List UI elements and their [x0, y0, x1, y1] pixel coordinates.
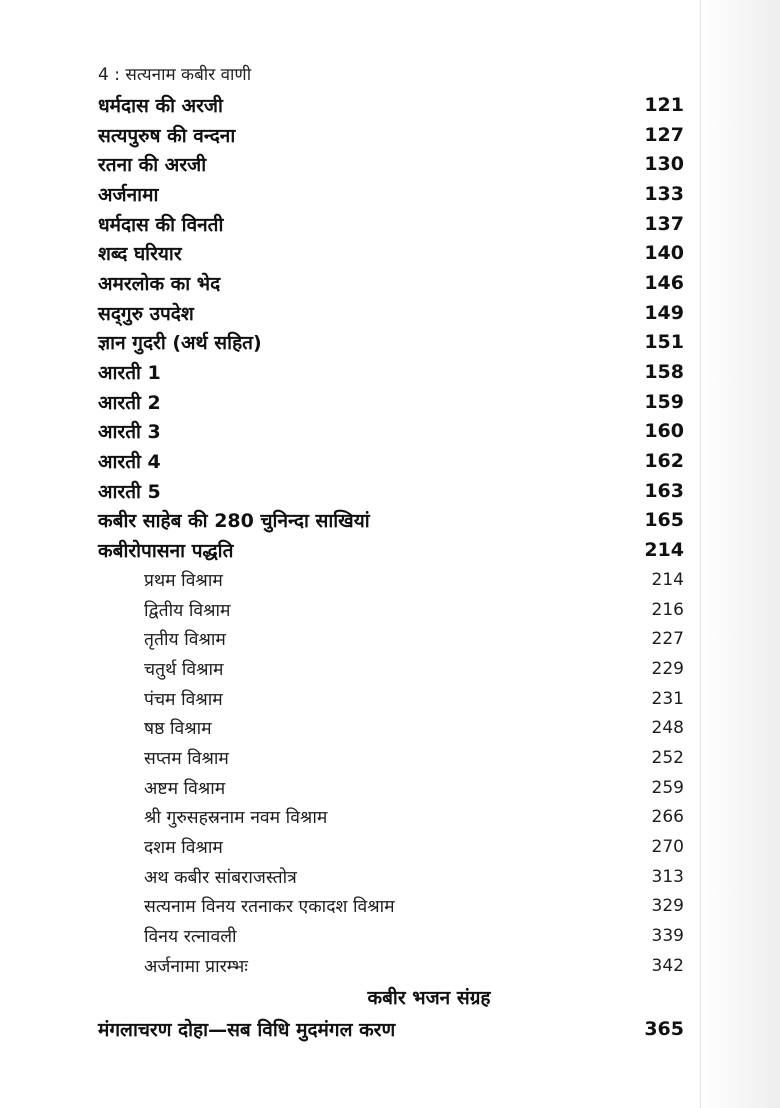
toc-sub-entry — [98, 743, 684, 773]
sub-entry-page-number: 229 — [651, 658, 684, 679]
sub-entry-title: द्वितीय विश्राम — [144, 600, 231, 621]
sub-entry-title: पंचम विश्राम — [144, 689, 223, 710]
entry-title: अमरलोक का भेद — [98, 272, 221, 295]
sub-entry-title: अथ कबीर सांबराजस्तोत्र — [144, 867, 297, 888]
toc-sub-entry — [98, 654, 684, 684]
toc-entry — [98, 535, 684, 565]
toc-sub-entry — [98, 951, 684, 981]
sub-entry-title: षष्ठ विश्राम — [144, 719, 212, 740]
toc-entry — [98, 179, 684, 209]
toc-entry — [98, 417, 684, 447]
toc-entry — [98, 357, 684, 387]
entry-page-number: 133 — [644, 182, 684, 205]
sub-entry-title: विनय रत्नावली — [144, 927, 237, 948]
sub-entry-page-number: 342 — [651, 955, 684, 976]
entry-page-number: 163 — [644, 479, 684, 502]
toc-entry — [98, 268, 684, 298]
sub-entry-page-number: 266 — [651, 807, 684, 828]
sub-entry-title: प्रथम विश्राम — [144, 570, 223, 591]
entry-title: सत्यपुरुष की वन्दना — [98, 124, 236, 147]
sub-entry-page-number: 248 — [651, 718, 684, 739]
sub-entry-page-number: 329 — [651, 896, 684, 917]
entry-page-number: 365 — [644, 1017, 684, 1040]
entry-title: सद्‌गुरु उपदेश — [98, 302, 194, 325]
sub-entry-title: सप्तम विश्राम — [144, 748, 229, 769]
sub-entry-page-number: 214 — [651, 569, 684, 590]
toc-sub-entry — [98, 892, 684, 922]
entry-title: ज्ञान गुदरी (अर्थ सहित) — [98, 332, 262, 355]
toc-entry — [98, 209, 684, 239]
sub-entry-page-number: 227 — [651, 629, 684, 650]
toc-sub-entry — [98, 921, 684, 951]
toc-entry — [98, 120, 684, 150]
entry-title: धर्मदास की विनती — [98, 213, 224, 236]
toc-sub-entry — [98, 862, 684, 892]
sub-entry-title: अर्जनामा प्रारम्भः — [144, 956, 248, 977]
toc-list — [98, 90, 684, 981]
entry-page-number: 140 — [644, 242, 684, 265]
sub-entry-title: चतुर्थ विश्राम — [144, 659, 224, 680]
entry-title: कबीरोपासना पद्धति — [98, 540, 234, 563]
toc-sub-entry — [98, 565, 684, 595]
sub-entry-page-number: 313 — [651, 866, 684, 887]
entry-page-number: 130 — [644, 153, 684, 176]
entry-page-number: 151 — [644, 331, 684, 354]
toc-entry — [98, 476, 684, 506]
sub-entry-title: दशम विश्राम — [144, 838, 223, 859]
entry-title: कबीर साहेब की 280 चुनिन्दा साखियां — [98, 510, 370, 533]
toc-entry — [98, 446, 684, 476]
entry-title: आरती 2 — [98, 391, 161, 414]
entry-title: मंगलाचरण दोहा—सब विधि मुदमंगल करण — [98, 1018, 396, 1041]
entry-page-number: 137 — [644, 212, 684, 235]
entry-page-number: 127 — [644, 123, 684, 146]
sub-entry-page-number: 231 — [651, 688, 684, 709]
sub-entry-page-number: 270 — [651, 837, 684, 858]
toc-sub-entry — [98, 624, 684, 654]
entry-title: अर्जनामा — [98, 183, 159, 206]
section-heading: कबीर भजन संग्रह — [367, 986, 491, 1009]
entry-page-number: 149 — [644, 301, 684, 324]
table-of-contents — [98, 60, 684, 1045]
toc-entry — [98, 149, 684, 179]
entry-title: आरती 3 — [98, 421, 161, 444]
entry-page-number: 121 — [644, 93, 684, 116]
toc-entry — [98, 298, 684, 328]
entry-page-number: 165 — [644, 509, 684, 532]
page-edge-shadow — [700, 0, 780, 1108]
toc-sub-entry — [98, 713, 684, 743]
entry-page-number: 162 — [644, 450, 684, 473]
sub-entry-page-number: 216 — [651, 599, 684, 620]
sub-entry-title: श्री गुरुसहस्रनाम नवम विश्राम — [144, 808, 328, 829]
entry-page-number: 214 — [644, 539, 684, 562]
toc-entry — [98, 90, 684, 120]
sub-entry-page-number: 339 — [651, 926, 684, 947]
running-header: 4 : सत्यनाम कबीर वाणी — [98, 65, 252, 85]
toc-entry — [98, 506, 684, 536]
entry-title: आरती 4 — [98, 451, 161, 474]
entry-title: आरती 1 — [98, 362, 161, 385]
sub-entry-title: सत्यनाम विनय रतनाकर एकादश विश्राम — [144, 897, 395, 918]
toc-sub-entry — [98, 684, 684, 714]
sub-entry-page-number: 252 — [651, 747, 684, 768]
toc-entry — [98, 328, 684, 358]
entry-title: धर्मदास की अरजी — [98, 94, 223, 117]
sub-entry-title: अष्टम विश्राम — [144, 778, 226, 799]
toc-sub-entry — [98, 595, 684, 625]
toc-sub-entry — [98, 773, 684, 803]
sub-entry-title: तृतीय विश्राम — [144, 630, 226, 651]
toc-entry — [98, 238, 684, 268]
entry-page-number: 160 — [644, 420, 684, 443]
toc-entry-last — [98, 1013, 684, 1045]
entry-title: आरती 5 — [98, 480, 161, 503]
entry-page-number: 158 — [644, 361, 684, 384]
toc-sub-entry — [98, 803, 684, 833]
entry-title: शब्द घरियार — [98, 243, 182, 266]
entry-page-number: 159 — [644, 390, 684, 413]
sub-entry-page-number: 259 — [651, 777, 684, 798]
entry-title: रतना की अरजी — [98, 154, 207, 177]
toc-sub-entry — [98, 832, 684, 862]
toc-entry — [98, 387, 684, 417]
entry-page-number: 146 — [644, 271, 684, 294]
